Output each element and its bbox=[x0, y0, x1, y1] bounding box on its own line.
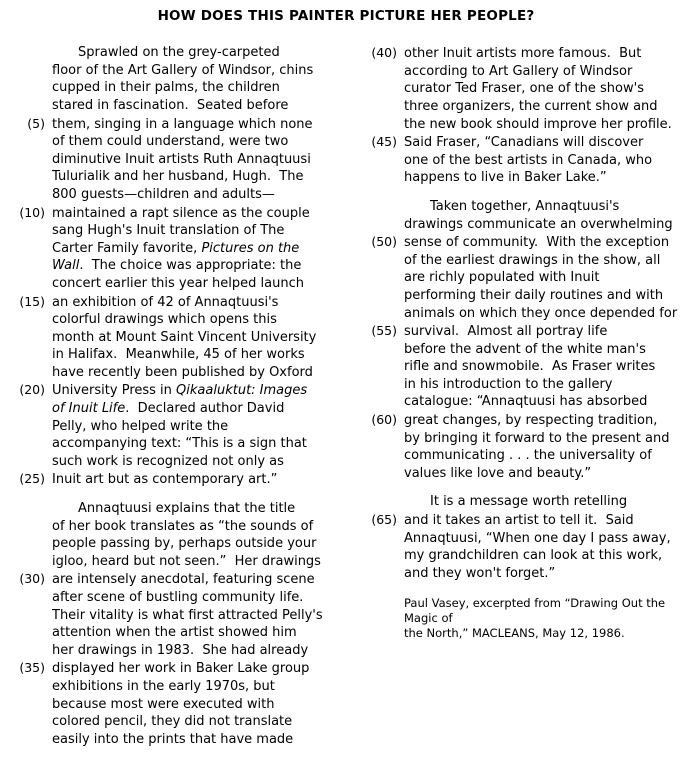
text-line bbox=[366, 447, 678, 465]
text-line bbox=[366, 547, 678, 565]
line-text: values like love and beauty.” bbox=[404, 465, 592, 481]
credit-line: the North,” MACLEANS, May 12, 1986. bbox=[404, 626, 625, 641]
line-text: drawings communicate an overwhelming bbox=[404, 216, 673, 232]
line-text: Tulurialik and her husband, Hugh. The bbox=[52, 169, 304, 185]
text-line bbox=[14, 79, 332, 97]
line-text: animals on which they once depended for bbox=[404, 305, 678, 321]
line-text: an exhibition of 42 of Annaqtuusi's bbox=[52, 294, 279, 310]
line-text: sang Hugh's Inuit translation of The bbox=[52, 223, 285, 239]
paragraph bbox=[366, 44, 678, 187]
text-line bbox=[14, 381, 332, 400]
line-text: the new book should improve her profile. bbox=[404, 116, 672, 132]
text-line bbox=[14, 435, 332, 453]
line-number: (10) bbox=[19, 204, 45, 220]
text-line bbox=[366, 430, 678, 448]
line-text: Annaqtuusi, “When one day I pass away, bbox=[404, 530, 671, 546]
text-line bbox=[14, 293, 332, 312]
text-line bbox=[14, 329, 332, 347]
text-line bbox=[14, 642, 332, 660]
text-line bbox=[14, 364, 332, 382]
line-text: them, singing in a language which none bbox=[52, 116, 313, 132]
line-text: rifle and snowmobile. As Fraser writes bbox=[404, 359, 656, 375]
line-text: month at Mount Saint Vincent University bbox=[52, 329, 317, 345]
text-line bbox=[366, 216, 678, 234]
line-text: Wall. The choice was appropriate: the bbox=[52, 258, 302, 274]
line-text: before the advent of the white man's bbox=[404, 341, 646, 357]
paragraph bbox=[14, 44, 332, 489]
line-text: and they won't forget.” bbox=[404, 565, 556, 581]
line-text: Annaqtuusi explains that the title bbox=[78, 501, 296, 517]
line-text: great changes, by respecting tradition, bbox=[404, 413, 658, 429]
line-text: 800 guests—children and adults— bbox=[52, 186, 275, 202]
line-text: cupped in their palms, the children bbox=[52, 80, 280, 96]
line-text: concert earlier this year helped launch bbox=[52, 275, 304, 291]
line-text: easily into the prints that have made bbox=[52, 731, 294, 747]
line-text: have recently been published by Oxford bbox=[52, 364, 313, 380]
text-line bbox=[366, 233, 678, 252]
line-text: communicating . . . the universality of bbox=[404, 448, 652, 464]
text-line bbox=[14, 678, 332, 696]
text-line bbox=[366, 565, 678, 583]
text-line bbox=[366, 80, 678, 98]
text-line bbox=[366, 511, 678, 530]
line-number: (35) bbox=[19, 660, 45, 676]
text-line bbox=[14, 168, 332, 186]
paragraph bbox=[366, 198, 678, 483]
text-line bbox=[366, 198, 678, 216]
line-text: Carter Family favorite, Pictures on the bbox=[52, 240, 300, 256]
line-text: floor of the Art Gallery of Windsor, chins bbox=[52, 62, 314, 78]
line-number: (40) bbox=[371, 45, 397, 61]
line-text: survival. Almost all portray life bbox=[404, 324, 608, 340]
line-text: It is a message worth retelling bbox=[430, 494, 628, 510]
paragraph bbox=[366, 493, 678, 582]
line-number: (15) bbox=[19, 293, 45, 309]
text-line bbox=[14, 535, 332, 553]
line-text: other Inuit artists more famous. But bbox=[404, 46, 642, 62]
line-number: (5) bbox=[27, 115, 45, 131]
text-line bbox=[14, 133, 332, 151]
line-number: (25) bbox=[19, 471, 45, 487]
line-text: of her book translates as “the sounds of bbox=[52, 518, 314, 534]
text-line bbox=[366, 169, 678, 187]
line-text: and it takes an artist to tell it. Said bbox=[404, 513, 634, 529]
text-line bbox=[14, 696, 332, 714]
line-number: (55) bbox=[371, 323, 397, 339]
text-line bbox=[14, 275, 332, 293]
text-line bbox=[14, 518, 332, 536]
line-text: displayed her work in Baker Lake group bbox=[52, 661, 310, 677]
text-line bbox=[14, 453, 332, 471]
credit-line: Paul Vasey, excerpted from “Drawing Out the Magic of bbox=[404, 596, 666, 626]
line-text: catalogue: “Annaqtuusi has absorbed bbox=[404, 394, 648, 410]
text-line bbox=[14, 624, 332, 642]
source-credit bbox=[366, 596, 678, 641]
text-line bbox=[14, 713, 332, 731]
text-line bbox=[14, 470, 332, 489]
text-line bbox=[14, 500, 332, 518]
text-line bbox=[366, 341, 678, 359]
text-line bbox=[14, 553, 332, 571]
line-text: igloo, heard but not seen.” Her drawings bbox=[52, 553, 321, 569]
line-text: diminutive Inuit artists Ruth Annaqtuusi bbox=[52, 151, 311, 167]
text-line bbox=[366, 152, 678, 170]
line-text: are intensely anecdotal, featuring scene bbox=[52, 572, 315, 588]
line-text: of Inuit Life. Declared author David bbox=[52, 401, 285, 417]
text-line bbox=[366, 358, 678, 376]
text-line bbox=[14, 570, 332, 589]
text-line bbox=[366, 465, 678, 483]
line-number: (60) bbox=[371, 412, 397, 428]
text-line bbox=[366, 98, 678, 116]
text-line bbox=[14, 731, 332, 749]
line-text: University Press in Qikaaluktut: Images bbox=[52, 383, 308, 399]
line-text: her drawings in 1983. She had already bbox=[52, 642, 309, 658]
line-text: in Halifax. Meanwhile, 45 of her works bbox=[52, 347, 305, 363]
line-text: attention when the artist showed him bbox=[52, 625, 297, 641]
text-line bbox=[14, 659, 332, 678]
document-page bbox=[0, 8, 692, 747]
line-text: exhibitions in the early 1970s, but bbox=[52, 678, 275, 694]
line-text: after scene of bustling community life. bbox=[52, 590, 304, 605]
text-line bbox=[366, 322, 678, 341]
text-line bbox=[366, 252, 678, 270]
text-line bbox=[366, 116, 678, 134]
line-text: Their vitality is what first attracted Pelly's bbox=[52, 607, 323, 623]
text-line bbox=[366, 376, 678, 394]
line-text: are richly populated with Inuit bbox=[404, 270, 600, 286]
line-text: according to Art Gallery of Windsor bbox=[404, 63, 633, 79]
line-number: (50) bbox=[371, 234, 397, 250]
line-number: (45) bbox=[371, 134, 397, 150]
text-line bbox=[14, 257, 332, 275]
line-text: maintained a rapt silence as the couple bbox=[52, 205, 310, 221]
line-number: (65) bbox=[371, 512, 397, 528]
line-text: Said Fraser, “Canadians will discover bbox=[404, 135, 644, 151]
page-title: HOW DOES THIS PAINTER PICTURE HER PEOPLE? bbox=[157, 8, 535, 24]
text-line bbox=[14, 240, 332, 258]
line-text: because most were executed with bbox=[52, 696, 275, 712]
text-line bbox=[366, 305, 678, 323]
line-text: stared in fascination. Seated before bbox=[52, 97, 289, 113]
line-text: happens to live in Baker Lake.” bbox=[404, 170, 607, 186]
text-line bbox=[14, 418, 332, 436]
text-line bbox=[14, 400, 332, 418]
line-text: of them could understand, were two bbox=[52, 134, 289, 150]
line-number: (20) bbox=[19, 382, 45, 398]
line-text: accompanying text: “This is a sign that bbox=[52, 436, 307, 452]
line-text: curator Ted Fraser, one of the show's bbox=[404, 81, 644, 97]
text-line bbox=[14, 204, 332, 223]
text-line bbox=[366, 269, 678, 287]
line-text: my grandchildren can look at this work, bbox=[404, 548, 663, 564]
line-text: sense of community. With the exception bbox=[404, 235, 670, 251]
text-line bbox=[14, 311, 332, 329]
text-line bbox=[366, 44, 678, 63]
line-text: colorful drawings which opens this bbox=[52, 312, 277, 328]
text-line bbox=[366, 411, 678, 430]
text-line bbox=[14, 222, 332, 240]
text-line bbox=[14, 607, 332, 625]
line-text: in his introduction to the gallery bbox=[404, 376, 613, 392]
text-line bbox=[14, 97, 332, 115]
text-line bbox=[14, 346, 332, 364]
line-text: people passing by, perhaps outside your bbox=[52, 536, 317, 552]
line-text: of the earliest drawings in the show, all bbox=[404, 252, 661, 268]
line-text: Inuit art but as contemporary art.” bbox=[52, 472, 278, 488]
line-text: performing their daily routines and with bbox=[404, 287, 664, 303]
line-text: Pelly, who helped write the bbox=[52, 418, 229, 434]
text-line bbox=[14, 44, 332, 62]
text-line bbox=[366, 530, 678, 548]
text-line bbox=[14, 151, 332, 169]
text-line bbox=[366, 63, 678, 81]
text-line bbox=[366, 493, 678, 511]
left-column bbox=[14, 44, 346, 759]
line-text: one of the best artists in Canada, who bbox=[404, 152, 653, 168]
line-text: by bringing it forward to the present and bbox=[404, 430, 670, 446]
line-text: colored pencil, they did not translate bbox=[52, 714, 293, 730]
right-column bbox=[346, 44, 678, 759]
text-line bbox=[14, 115, 332, 134]
line-number: (30) bbox=[19, 571, 45, 587]
text-line bbox=[366, 133, 678, 152]
text-line bbox=[366, 393, 678, 411]
line-text: Sprawled on the grey-carpeted bbox=[78, 45, 280, 61]
text-line bbox=[366, 287, 678, 305]
two-column-body bbox=[0, 44, 692, 759]
line-text: three organizers, the current show and bbox=[404, 98, 658, 114]
text-line bbox=[14, 62, 332, 80]
paragraph bbox=[14, 500, 332, 748]
line-text: such work is recognized not only as bbox=[52, 453, 284, 469]
text-line bbox=[14, 589, 332, 607]
line-text: Taken together, Annaqtuusi's bbox=[430, 198, 620, 214]
text-line bbox=[14, 186, 332, 204]
